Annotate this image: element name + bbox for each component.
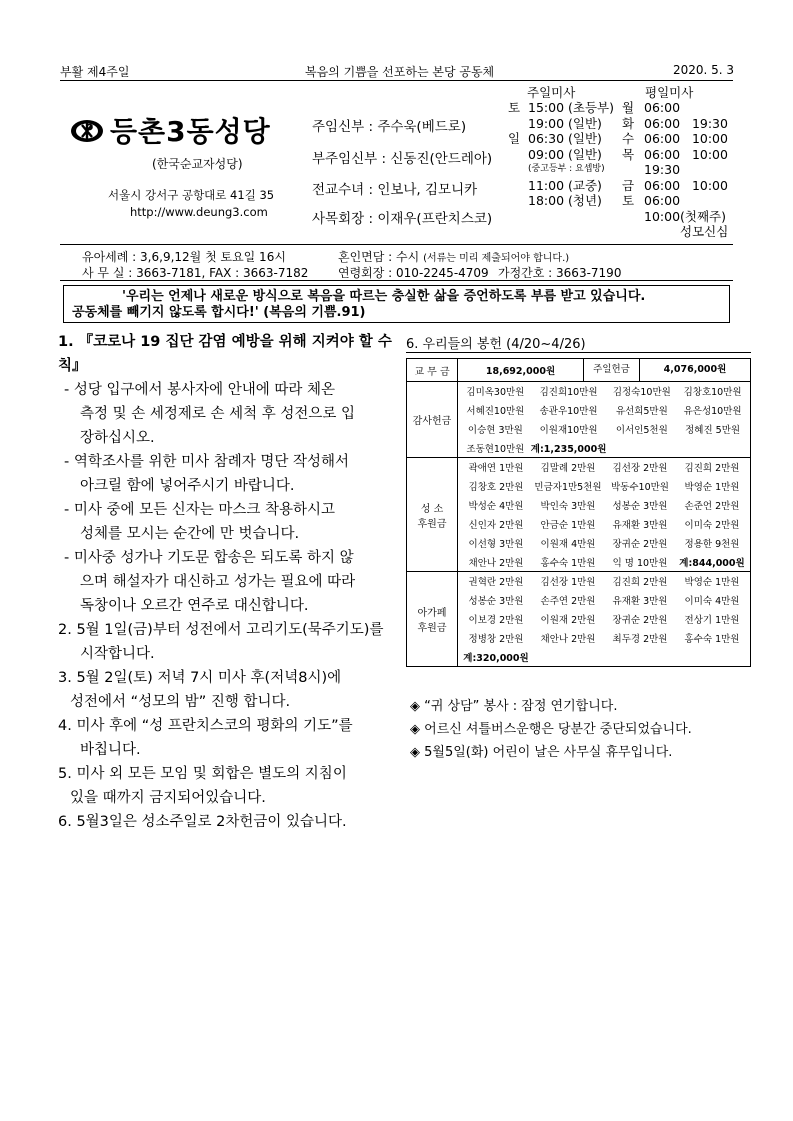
notice-line: 시작합니다.: [80, 646, 155, 662]
donor-entry: 유재환 3만원: [612, 596, 668, 607]
info-marriage: 혼인면담 : 수시 (서류는 미리 제출되어야 합니다.): [338, 250, 570, 264]
offerings-table: 교 무 금 18,692,000원 주일헌금 4,076,000원 감사헌금 김미옥30만원 김진희10만원 김정숙10만원 김창호10만원 서혜진10만원 송관우10만원 유선희5만원 유은성10만원 이승현 3만원 이원재10만원 이서인5천원 정혜진 5만원 조동현10만원 계:1,235,000원 성 소 후원금 곽애연 1만원 김말례 2만원 김선장 2만원 김진희 2만원 김창호 2만원 민금자1만5천원 박동수10만원 박영순 1만원 박성순 4만원 박인숙 3만원 성봉순 3만원 손준언 2만원 신인자 2만원 안금순 1만원 유재환 3만원 이미숙 2만원 이선형 3만원 이원재 4만원 장귀순 2만원 정용한 9천원 채안나 2만원 홍수숙 1만원 익 명 10만원 계:844,000원 아가페 후원금 권혁란 2만원 김선장 1만원 김진희 2만원 박영순 1만원 성봉순 3만원 손주연 2만원 유재환 3만원 이미숙 4만원 이보경 2만원 이원재 2만원 장귀순 2만원 전상기 1만원 정병창 2만원 채안나 2만원 최두경 2만원 홍수숙 1만원 계:320,000원: [406, 358, 751, 667]
donor-entry: 서혜진10만원: [466, 406, 525, 417]
chi-rho-icon: [70, 119, 104, 143]
sunday-mass: 토 15:00 (초등부) 19:00 (일반) 일 06:30 (일반) 09:00 (일반) (중고등부 : 요셉방) 11:00 (교중) 18:00 (청년): [508, 100, 614, 208]
notice-line: 성전에서 “성모의 밤” 진행 합니다.: [70, 694, 291, 710]
notice-line: 측정 및 손 세정제로 손 세척 후 성전으로 입: [80, 406, 355, 422]
donor-entry: 김창호 2만원: [468, 482, 524, 493]
donor-entry: 이승현 3만원: [467, 425, 523, 436]
donor-entry: 김창호10만원: [683, 387, 742, 398]
quote-box: '우리는 언제나 새로운 방식으로 복음을 따르는 충실한 삶을 증언하도록 부름 받고 있습니다. 공동체를 빼기지 않도록 합시다!' (복음의 기쁨.91): [63, 285, 730, 323]
donor-entry: 김진희 2만원: [612, 577, 668, 588]
donor-entry: 최두경 2만원: [612, 634, 668, 645]
donor-entry: 곽애연 1만원: [468, 463, 524, 474]
header-week: 부활 제4주일: [60, 65, 130, 79]
bottom-notes: [410, 695, 692, 764]
donor-entry: 김진희 2만원: [684, 463, 740, 474]
offerings-title: 6. 우리들의 봉헌 (4/20~4/26): [406, 337, 586, 352]
staff-pastor: 주임신부 : 주수욱(베드로): [312, 119, 467, 135]
info-union: 연령회장 : 010-2245-4709: [338, 266, 489, 280]
agape-grid: [458, 572, 750, 666]
donor-entry: 박영순 1만원: [684, 577, 740, 588]
note-item: ◈ 5월5일(화) 어린이 날은 사무실 휴무입니다.: [410, 745, 673, 760]
donor-entry: 익 명 10만원: [612, 558, 668, 569]
donor-entry: 김선장 2만원: [612, 463, 668, 474]
donor-entry: 신인자 2만원: [468, 520, 524, 531]
donor-entry: 유재환 3만원: [612, 520, 668, 531]
donor-entry: [677, 441, 748, 455]
donor-entry: 유은성10만원: [683, 406, 742, 417]
donor-entry: 김정숙10만원: [612, 387, 671, 398]
donor-entry: 성봉순 3만원: [612, 501, 668, 512]
donor-entry: 송관우10만원: [539, 406, 598, 417]
donor-entry: 박성순 4만원: [468, 501, 524, 512]
donor-entry: 이미숙 2만원: [684, 520, 740, 531]
notice-line: 으며 해설자가 대신하고 성가는 필요에 따라: [80, 574, 356, 590]
info-divider-top: [60, 244, 733, 245]
donor-entry: 계:1,235,000원: [530, 444, 607, 455]
donor-entry: 김미옥30만원: [466, 387, 525, 398]
donor-entry: 정병창 2만원: [468, 634, 524, 645]
donor-entry: 전상기 1만원: [684, 615, 740, 626]
donor-entry: 이원재 2만원: [540, 615, 596, 626]
donor-entry: 이보경 2만원: [468, 615, 524, 626]
notice-line: 있을 때까지 금지되어있습니다.: [70, 790, 266, 806]
notice-line: - 미사중 성가나 기도문 합송은 되도록 하지 않: [64, 550, 354, 566]
donor-entry: 유선희5만원: [615, 406, 668, 417]
parish-subname: (한국순교자성당): [152, 157, 243, 171]
donor-entry: 채안나 2만원: [468, 558, 524, 569]
donor-entry: 계:844,000원: [679, 558, 745, 569]
donor-entry: 이원재10만원: [539, 425, 598, 436]
donor-entry: 정용한 9천원: [684, 539, 740, 550]
notice-line: 독창이나 오르간 연주로 대신합니다.: [80, 598, 309, 614]
weekday-mass: 월 06:00 화 06:00 19:30 수 06:00 10:00 목 06:00 10:00 19:30 금 06:00 10:00 토 06:00 10:00(첫째주) 성모신심: [622, 100, 729, 239]
notice-line: - 역학조사를 위한 미사 참례자 명단 작성해서: [64, 454, 350, 470]
notice-line: 5. 미사 외 모든 모임 및 회합은 별도의 지침이: [58, 766, 347, 782]
sunday-mass-title: 주일미사: [527, 85, 576, 100]
gratitude-label: 감사헌금: [407, 382, 458, 458]
staff-sisters: 전교수녀 : 인보나, 김모니카: [312, 182, 478, 198]
notice-line: 바칩니다.: [80, 742, 141, 758]
donor-entry: 박동수10만원: [611, 482, 669, 493]
parish-name: 등촌3동성당: [110, 115, 271, 148]
donor-entry: 성봉순 3만원: [468, 596, 524, 607]
notice-line: - 미사 중에 모든 신자는 마스크 착용하시고: [64, 502, 336, 518]
info-office: 사 무 실 : 3663-7181, FAX : 3663-7182: [82, 266, 309, 280]
donor-entry: 안금순 1만원: [540, 520, 596, 531]
donor-entry: 홍수숙 1만원: [540, 558, 596, 569]
notice-line: 성체를 모시는 순간에 만 벗습니다.: [80, 526, 300, 542]
donor-entry: 김말례 2만원: [540, 463, 596, 474]
donor-entry: 민금자1만5천원: [534, 482, 602, 493]
agape-label: 아가페 후원금: [407, 572, 458, 667]
staff-council: 사목회장 : 이재우(프란치스코): [312, 211, 493, 227]
donor-entry: 김진희10만원: [539, 387, 598, 398]
donor-entry: 이원재 4만원: [540, 539, 596, 550]
donor-entry: 계:320,000원: [463, 653, 529, 664]
donor-entry: 조동현10만원: [466, 444, 525, 455]
notice-list: [58, 330, 393, 834]
donor-entry: 권혁란 2만원: [468, 577, 524, 588]
donor-entry: 박인숙 3만원: [540, 501, 596, 512]
notice-line: 6. 5월3일은 성소주일로 2차헌금이 있습니다.: [58, 814, 347, 830]
parish-logo: [70, 110, 271, 150]
notice-line: 4. 미사 후에 “성 프란치스코의 평화의 기도”를: [58, 718, 353, 734]
donor-entry: 장귀순 2만원: [612, 539, 668, 550]
header-motto: 복음의 기쁨을 선포하는 본당 공동체: [305, 65, 495, 79]
info-divider-bottom: [60, 280, 733, 281]
donor-entry: 김선장 1만원: [540, 577, 596, 588]
donor-entry: 정혜진 5만원: [685, 425, 741, 436]
donor-entry: 장귀순 2만원: [612, 615, 668, 626]
vocation-label: 성 소 후원금: [407, 458, 458, 572]
parish-address: 서울시 강서구 공항대로 41길 35: [108, 188, 275, 202]
header-date: 2020. 5. 3: [673, 63, 735, 77]
notice-line: 2. 5월 1일(금)부터 성전에서 고리기도(묵주기도)를: [58, 622, 384, 638]
notice-line: - 성당 입구에서 봉사자에 안내에 따라 체온: [64, 382, 336, 398]
note-item: ◈ 어르신 셔틀버스운행은 당분간 중단되었습니다.: [410, 722, 692, 737]
donor-entry: 박영순 1만원: [684, 482, 740, 493]
weekday-mass-title: 평일미사: [645, 85, 694, 100]
info-nurse: 가정간호 : 3663-7190: [498, 266, 622, 280]
info-baptism: 유아세례 : 3,6,9,12월 첫 토요일 16시: [82, 250, 286, 264]
gratitude-grid: [458, 382, 750, 457]
donor-entry: 손주연 2만원: [540, 596, 596, 607]
notice-line: 1. 『코로나 19 집단 감염 예방을 위해 지켜야 할 수칙』: [58, 334, 392, 374]
donor-entry: 이서인5천원: [615, 425, 668, 436]
header-divider: [60, 80, 733, 81]
donor-entry: [606, 441, 677, 455]
note-item: ◈ “귀 상담” 봉사 : 잠정 연기합니다.: [410, 699, 618, 714]
notice-line: 장하십시오.: [80, 430, 155, 446]
offerings-rule: [406, 352, 751, 353]
donor-entry: 채안나 2만원: [540, 634, 596, 645]
notice-line: 3. 5월 2일(토) 저녁 7시 미사 후(저녁8시)에: [58, 670, 342, 686]
donor-entry: [604, 650, 676, 664]
donor-entry: 손준언 2만원: [684, 501, 740, 512]
staff-assistant: 부주임신부 : 신동진(안드레아): [312, 151, 493, 167]
donor-entry: 이미숙 4만원: [684, 596, 740, 607]
parish-url[interactable]: http://www.deung3.com: [130, 205, 268, 219]
donor-entry: [676, 650, 748, 664]
notice-line: 아크릴 함에 넣어주시기 바랍니다.: [80, 478, 295, 494]
donor-entry: 이선형 3만원: [468, 539, 524, 550]
vocation-grid: [458, 458, 750, 571]
donor-entry: [532, 650, 604, 664]
donor-entry: 홍수숙 1만원: [684, 634, 740, 645]
